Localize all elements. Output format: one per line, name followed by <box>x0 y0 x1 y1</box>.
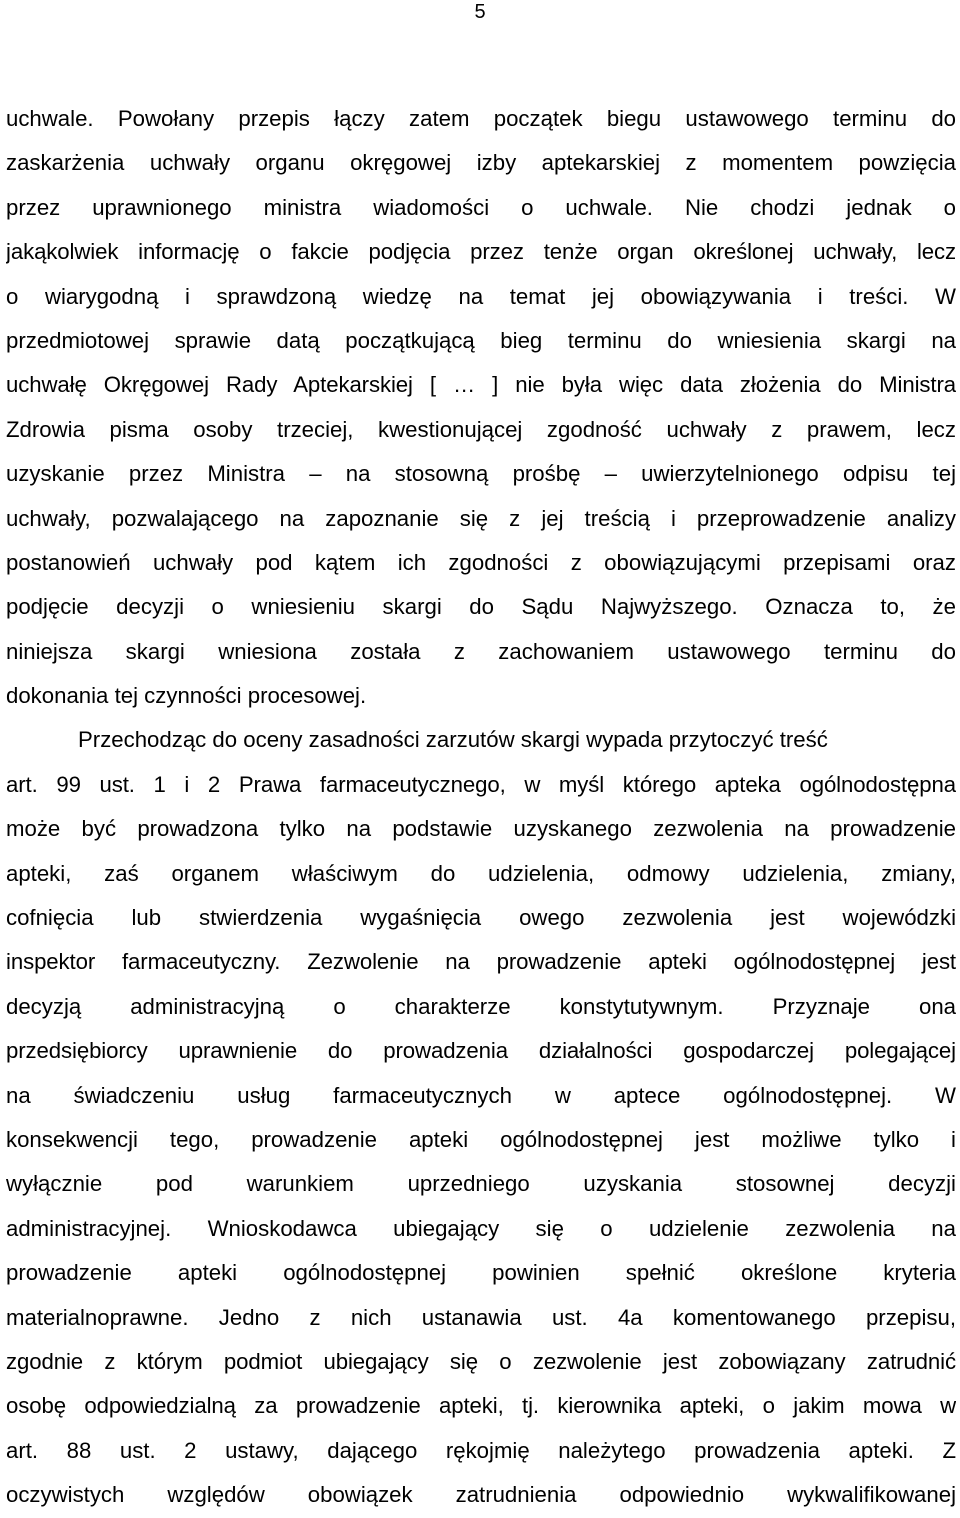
text-line: art. 99 ust. 1 i 2 Prawa farmaceutycznego, w myśl którego apteka ogólnodostępna <box>6 771 956 797</box>
paragraph-2 <box>6 718 956 1517</box>
text-line: apteki, zaś organem właściwym do udzielenia, odmowy udzielenia, zmiany, <box>6 860 956 886</box>
text-line: prowadzenie apteki ogólnodostępnej powinien spełnić określone kryteria <box>6 1260 956 1286</box>
text-line: przez uprawnionego ministra wiadomości o uchwale. Nie chodzi jednak o <box>6 194 956 220</box>
text-line: jakąkolwiek informację o fakcie podjęcia przez tenże organ określonej uchwały, lecz <box>6 239 956 265</box>
text-line: na świadczeniu usług farmaceutycznych w aptece ogólnodostępnej. W <box>6 1082 956 1108</box>
text-line: uchwale. Powołany przepis łączy zatem początek biegu ustawowego terminu do <box>6 106 956 131</box>
text-line: art. 88 ust. 2 ustawy, dającego rękojmię należytego prowadzenia apteki. Z <box>6 1437 956 1463</box>
page-number: 5 <box>474 1 486 23</box>
text-line: uchwałę Okręgowej Rady Aptekarskiej [ … ] nie była więc data złożenia do Ministra <box>6 372 956 398</box>
text-line: materialnoprawne. Jedno z nich ustanawia ust. 4a komentowanego przepisu, <box>6 1304 956 1330</box>
text-line: zaskarżenia uchwały organu okręgowej izby aptekarskiej z momentem powzięcia <box>6 150 956 176</box>
text-line: dokonania tej czynności procesowej. <box>6 683 367 709</box>
text-line: osobę odpowiedzialną za prowadzenie apteki, tj. kierownika apteki, o jakim mowa w <box>6 1393 956 1419</box>
text-line: przedsiębiorcy uprawnienie do prowadzenia działalności gospodarczej polegającej <box>6 1038 956 1064</box>
text-line: administracyjnej. Wnioskodawca ubiegający się o udzielenie zezwolenia na <box>6 1215 956 1241</box>
text-line: przedmiotowej sprawie datą początkującą bieg terminu do wniesienia skargi na <box>6 327 956 353</box>
text-line: może być prowadzona tylko na podstawie uzyskanego zezwolenia na prowadzenie <box>6 816 956 842</box>
text-line: wyłącznie pod warunkiem uprzedniego uzyskania stosownej decyzji <box>6 1171 956 1197</box>
text-line: Zdrowia pisma osoby trzeciej, kwestionującej zgodność uchwały z prawem, lecz <box>6 416 956 442</box>
text-line: oczywistych względów obowiązek zatrudnienia odpowiednio wykwalifikowanej <box>6 1482 956 1508</box>
document-body <box>6 97 956 1518</box>
text-line: uchwały, pozwalającego na zapoznanie się z jej treścią i przeprowadzenie analizy <box>6 505 956 531</box>
text-line: cofnięcia lub stwierdzenia wygaśnięcia owego zezwolenia jest wojewódzki <box>6 905 956 931</box>
text-line: inspektor farmaceutyczny. Zezwolenie na prowadzenie apteki ogólnodostępnej jest <box>6 949 956 975</box>
text-line: podjęcie decyzji o wniesieniu skargi do Sądu Najwyższego. Oznacza to, że <box>6 594 956 620</box>
text-line: uzyskanie przez Ministra – na stosowną prośbę – uwierzytelnionego odpisu tej <box>6 461 956 487</box>
text-line: decyzją administracyjną o charakterze konstytutywnym. Przyznaje ona <box>6 993 956 1019</box>
text-line: konsekwencji tego, prowadzenie apteki ogólnodostępnej jest możliwe tylko i <box>6 1126 956 1152</box>
paragraph-1 <box>6 97 956 718</box>
text-line: Przechodząc do oceny zasadności zarzutów skargi wypada przytoczyć treść <box>78 727 828 753</box>
text-line: zgodnie z którym podmiot ubiegający się o zezwolenie jest zobowiązany zatrudnić <box>6 1348 956 1374</box>
text-line: postanowień uchwały pod kątem ich zgodności z obowiązującymi przepisami oraz <box>6 549 956 575</box>
text-line: o wiarygodną i sprawdzoną wiedzę na temat jej obowiązywania i treści. W <box>6 283 956 309</box>
text-line: niniejsza skargi wniesiona została z zachowaniem ustawowego terminu do <box>6 638 956 664</box>
